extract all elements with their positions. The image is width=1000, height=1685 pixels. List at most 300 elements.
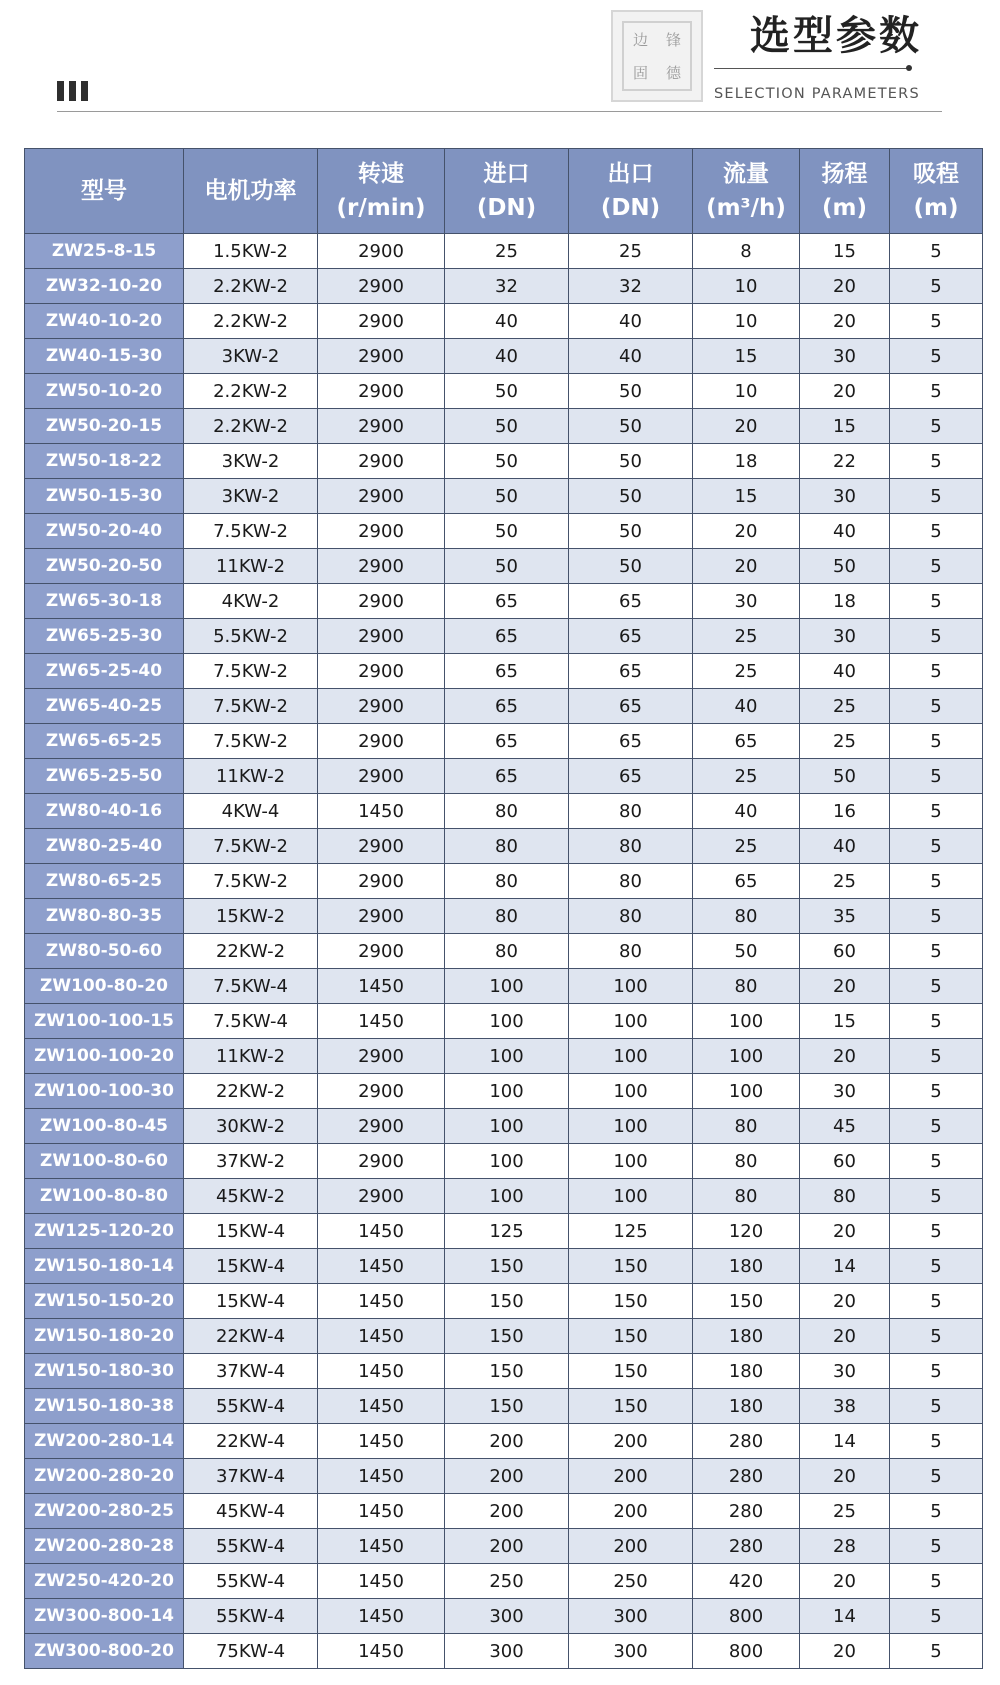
cell-inlet: 150 — [445, 1319, 569, 1354]
cell-model: ZW32-10-20 — [25, 269, 184, 304]
cell-suction: 5 — [890, 549, 983, 584]
cell-suction: 5 — [890, 759, 983, 794]
table-row — [25, 514, 983, 549]
cell-inlet: 150 — [445, 1249, 569, 1284]
cell-speed: 2900 — [318, 689, 445, 724]
cell-speed: 1450 — [318, 1284, 445, 1319]
cell-outlet: 50 — [569, 374, 693, 409]
cell-speed: 1450 — [318, 794, 445, 829]
cell-model: ZW50-20-15 — [25, 409, 184, 444]
cell-flow: 40 — [693, 689, 800, 724]
cell-suction: 5 — [890, 1564, 983, 1599]
cell-flow: 25 — [693, 654, 800, 689]
table-row — [25, 1039, 983, 1074]
cell-speed: 2900 — [318, 549, 445, 584]
cell-motor-power: 37KW-4 — [184, 1459, 318, 1494]
column-header-unit: (m³/h) — [706, 195, 786, 221]
cell-suction: 5 — [890, 794, 983, 829]
column-header-label: 进口 — [483, 161, 530, 187]
cell-inlet: 65 — [445, 584, 569, 619]
cell-speed: 2900 — [318, 724, 445, 759]
cell-speed: 2900 — [318, 304, 445, 339]
cell-head: 20 — [800, 1039, 890, 1074]
cell-outlet: 150 — [569, 1249, 693, 1284]
cell-flow: 80 — [693, 1109, 800, 1144]
cell-flow: 8 — [693, 234, 800, 269]
cell-speed: 2900 — [318, 899, 445, 934]
cell-model: ZW100-80-45 — [25, 1109, 184, 1144]
cell-speed: 1450 — [318, 1529, 445, 1564]
cell-inlet: 65 — [445, 759, 569, 794]
table-row — [25, 1529, 983, 1564]
cell-speed: 1450 — [318, 1319, 445, 1354]
cell-model: ZW100-100-30 — [25, 1074, 184, 1109]
cell-outlet: 200 — [569, 1459, 693, 1494]
cell-inlet: 40 — [445, 339, 569, 374]
column-header-label: 流量 — [723, 161, 769, 187]
cell-inlet: 80 — [445, 829, 569, 864]
cell-model: ZW65-30-18 — [25, 584, 184, 619]
table-row — [25, 1004, 983, 1039]
table-row — [25, 1284, 983, 1319]
cell-outlet: 150 — [569, 1389, 693, 1424]
cell-motor-power: 2.2KW-2 — [184, 409, 318, 444]
cell-motor-power: 22KW-4 — [184, 1424, 318, 1459]
table-row — [25, 339, 983, 374]
column-header-label: 型号 — [81, 178, 127, 204]
cell-outlet: 100 — [569, 1004, 693, 1039]
cell-outlet: 80 — [569, 794, 693, 829]
cell-motor-power: 3KW-2 — [184, 479, 318, 514]
cell-speed: 1450 — [318, 969, 445, 1004]
cell-flow: 800 — [693, 1599, 800, 1634]
table-row — [25, 479, 983, 514]
cell-speed: 2900 — [318, 1039, 445, 1074]
cell-motor-power: 45KW-2 — [184, 1179, 318, 1214]
cell-outlet: 50 — [569, 444, 693, 479]
cell-head: 40 — [800, 829, 890, 864]
cell-inlet: 65 — [445, 724, 569, 759]
cell-motor-power: 2.2KW-2 — [184, 269, 318, 304]
cell-motor-power: 30KW-2 — [184, 1109, 318, 1144]
cell-speed: 2900 — [318, 864, 445, 899]
cell-inlet: 100 — [445, 1004, 569, 1039]
cell-model: ZW65-25-50 — [25, 759, 184, 794]
cell-suction: 5 — [890, 1459, 983, 1494]
cell-head: 20 — [800, 269, 890, 304]
cell-model: ZW200-280-25 — [25, 1494, 184, 1529]
cell-outlet: 125 — [569, 1214, 693, 1249]
cell-model: ZW65-40-25 — [25, 689, 184, 724]
page-subtitle: SELECTION PARAMETERS — [714, 86, 920, 102]
cell-suction: 5 — [890, 1634, 983, 1669]
page-title: 选型参数 — [750, 13, 922, 59]
cell-head: 30 — [800, 1074, 890, 1109]
cell-outlet: 50 — [569, 409, 693, 444]
cell-model: ZW65-25-30 — [25, 619, 184, 654]
cell-flow: 30 — [693, 584, 800, 619]
table-row — [25, 1179, 983, 1214]
column-header-unit: (DN) — [476, 195, 537, 221]
column-header-outlet — [569, 149, 693, 234]
cell-motor-power: 15KW-4 — [184, 1249, 318, 1284]
cell-inlet: 200 — [445, 1424, 569, 1459]
cell-speed: 2900 — [318, 584, 445, 619]
cell-flow: 100 — [693, 1039, 800, 1074]
cell-model: ZW50-18-22 — [25, 444, 184, 479]
cell-flow: 100 — [693, 1074, 800, 1109]
cell-flow: 80 — [693, 1144, 800, 1179]
column-header-motor-power — [184, 149, 318, 234]
cell-speed: 2900 — [318, 759, 445, 794]
column-header-label: 转速 — [358, 161, 404, 187]
cell-motor-power: 7.5KW-4 — [184, 1004, 318, 1039]
cell-model: ZW200-280-14 — [25, 1424, 184, 1459]
cell-speed: 2900 — [318, 339, 445, 374]
cell-flow: 25 — [693, 619, 800, 654]
cell-inlet: 50 — [445, 409, 569, 444]
cell-head: 40 — [800, 514, 890, 549]
cell-inlet: 100 — [445, 1144, 569, 1179]
cell-flow: 180 — [693, 1389, 800, 1424]
cell-flow: 180 — [693, 1354, 800, 1389]
cell-flow: 40 — [693, 794, 800, 829]
cell-model: ZW300-800-20 — [25, 1634, 184, 1669]
cell-suction: 5 — [890, 1319, 983, 1354]
seal-char: 固 — [632, 64, 648, 82]
cell-motor-power: 45KW-4 — [184, 1494, 318, 1529]
cell-flow: 25 — [693, 829, 800, 864]
cell-suction: 5 — [890, 899, 983, 934]
cell-model: ZW200-280-28 — [25, 1529, 184, 1564]
cell-model: ZW150-180-38 — [25, 1389, 184, 1424]
cell-suction: 5 — [890, 409, 983, 444]
cell-flow: 280 — [693, 1494, 800, 1529]
cell-speed: 2900 — [318, 374, 445, 409]
cell-inlet: 80 — [445, 864, 569, 899]
table-row — [25, 829, 983, 864]
cell-head: 20 — [800, 1319, 890, 1354]
cell-motor-power: 5.5KW-2 — [184, 619, 318, 654]
cell-outlet: 150 — [569, 1319, 693, 1354]
cell-motor-power: 2.2KW-2 — [184, 374, 318, 409]
column-header-suction — [890, 149, 983, 234]
cell-outlet: 65 — [569, 619, 693, 654]
cell-inlet: 50 — [445, 549, 569, 584]
cell-model: ZW40-10-20 — [25, 304, 184, 339]
cell-outlet: 65 — [569, 759, 693, 794]
cell-inlet: 80 — [445, 794, 569, 829]
cell-speed: 2900 — [318, 514, 445, 549]
cell-outlet: 200 — [569, 1424, 693, 1459]
cell-flow: 10 — [693, 304, 800, 339]
cell-suction: 5 — [890, 1039, 983, 1074]
cell-head: 25 — [800, 689, 890, 724]
cell-motor-power: 37KW-4 — [184, 1354, 318, 1389]
cell-speed: 2900 — [318, 619, 445, 654]
cell-head: 20 — [800, 1284, 890, 1319]
table-row — [25, 724, 983, 759]
cell-suction: 5 — [890, 1004, 983, 1039]
cell-model: ZW50-15-30 — [25, 479, 184, 514]
seal-char: 德 — [665, 64, 681, 82]
cell-head: 22 — [800, 444, 890, 479]
cell-outlet: 32 — [569, 269, 693, 304]
cell-motor-power: 22KW-2 — [184, 1074, 318, 1109]
cell-head: 38 — [800, 1389, 890, 1424]
cell-model: ZW125-120-20 — [25, 1214, 184, 1249]
cell-inlet: 65 — [445, 619, 569, 654]
cell-head: 20 — [800, 1564, 890, 1599]
cell-outlet: 65 — [569, 689, 693, 724]
cell-model: ZW150-180-30 — [25, 1354, 184, 1389]
cell-motor-power: 55KW-4 — [184, 1389, 318, 1424]
table-row — [25, 1354, 983, 1389]
cell-outlet: 50 — [569, 514, 693, 549]
cell-inlet: 250 — [445, 1564, 569, 1599]
cell-flow: 15 — [693, 479, 800, 514]
seal-char: 边 — [632, 31, 648, 49]
cell-flow: 20 — [693, 514, 800, 549]
cell-speed: 2900 — [318, 1179, 445, 1214]
table-row — [25, 864, 983, 899]
column-header-unit: (m) — [913, 195, 959, 221]
cell-model: ZW300-800-14 — [25, 1599, 184, 1634]
cell-suction: 5 — [890, 339, 983, 374]
cell-flow: 80 — [693, 1179, 800, 1214]
cell-outlet: 100 — [569, 1109, 693, 1144]
cell-suction: 5 — [890, 304, 983, 339]
table-row — [25, 794, 983, 829]
cell-suction: 5 — [890, 654, 983, 689]
cell-model: ZW80-40-16 — [25, 794, 184, 829]
cell-motor-power: 4KW-4 — [184, 794, 318, 829]
cell-speed: 1450 — [318, 1004, 445, 1039]
column-header-label: 扬程 — [821, 161, 868, 187]
cell-inlet: 100 — [445, 969, 569, 1004]
cell-head: 20 — [800, 969, 890, 1004]
table-row — [25, 304, 983, 339]
column-header-unit: (DN) — [600, 195, 661, 221]
column-header-inlet — [445, 149, 569, 234]
cell-suction: 5 — [890, 584, 983, 619]
cell-inlet: 100 — [445, 1039, 569, 1074]
cell-head: 30 — [800, 479, 890, 514]
cell-model: ZW150-150-20 — [25, 1284, 184, 1319]
cell-flow: 150 — [693, 1284, 800, 1319]
cell-inlet: 80 — [445, 934, 569, 969]
cell-suction: 5 — [890, 234, 983, 269]
table-row — [25, 1564, 983, 1599]
table-row — [25, 1634, 983, 1669]
cell-head: 20 — [800, 1459, 890, 1494]
cell-motor-power: 7.5KW-2 — [184, 829, 318, 864]
table-row — [25, 549, 983, 584]
cell-outlet: 150 — [569, 1354, 693, 1389]
cell-outlet: 50 — [569, 479, 693, 514]
cell-outlet: 25 — [569, 234, 693, 269]
cell-speed: 2900 — [318, 1109, 445, 1144]
cell-head: 60 — [800, 1144, 890, 1179]
column-header-flow — [693, 149, 800, 234]
cell-head: 25 — [800, 864, 890, 899]
cell-outlet: 300 — [569, 1599, 693, 1634]
column-header-label: 吸程 — [913, 161, 959, 187]
table-row — [25, 234, 983, 269]
column-header-model — [25, 149, 184, 234]
cell-model: ZW65-65-25 — [25, 724, 184, 759]
cell-inlet: 125 — [445, 1214, 569, 1249]
cell-model: ZW80-80-35 — [25, 899, 184, 934]
cell-speed: 2900 — [318, 444, 445, 479]
title-underline — [714, 68, 910, 69]
selection-parameters-table — [24, 148, 983, 1669]
cell-flow: 100 — [693, 1004, 800, 1039]
cell-motor-power: 7.5KW-2 — [184, 654, 318, 689]
cell-motor-power: 15KW-2 — [184, 899, 318, 934]
cell-flow: 15 — [693, 339, 800, 374]
cell-head: 15 — [800, 409, 890, 444]
cell-inlet: 150 — [445, 1389, 569, 1424]
table-row — [25, 689, 983, 724]
cell-motor-power: 7.5KW-2 — [184, 514, 318, 549]
cell-inlet: 200 — [445, 1459, 569, 1494]
cell-suction: 5 — [890, 1529, 983, 1564]
cell-motor-power: 55KW-4 — [184, 1599, 318, 1634]
cell-suction: 5 — [890, 269, 983, 304]
table-row — [25, 1249, 983, 1284]
cell-motor-power: 7.5KW-2 — [184, 864, 318, 899]
cell-outlet: 250 — [569, 1564, 693, 1599]
cell-motor-power: 3KW-2 — [184, 339, 318, 374]
section-marker-bars — [57, 81, 88, 101]
cell-suction: 5 — [890, 1074, 983, 1109]
cell-motor-power: 2.2KW-2 — [184, 304, 318, 339]
cell-flow: 65 — [693, 724, 800, 759]
cell-motor-power: 7.5KW-2 — [184, 724, 318, 759]
seal-char: 锋 — [665, 31, 681, 49]
cell-motor-power: 1.5KW-2 — [184, 234, 318, 269]
cell-speed: 1450 — [318, 1494, 445, 1529]
cell-flow: 80 — [693, 969, 800, 1004]
cell-outlet: 100 — [569, 1144, 693, 1179]
brand-seal-logo — [611, 10, 703, 102]
cell-speed: 2900 — [318, 234, 445, 269]
table-row — [25, 1144, 983, 1179]
column-header-label: 电机功率 — [204, 178, 297, 204]
cell-flow: 20 — [693, 549, 800, 584]
cell-model: ZW250-420-20 — [25, 1564, 184, 1599]
cell-model: ZW50-20-40 — [25, 514, 184, 549]
cell-model: ZW150-180-14 — [25, 1249, 184, 1284]
column-header-speed — [318, 149, 445, 234]
cell-suction: 5 — [890, 934, 983, 969]
cell-head: 45 — [800, 1109, 890, 1144]
cell-flow: 25 — [693, 759, 800, 794]
cell-suction: 5 — [890, 969, 983, 1004]
cell-head: 15 — [800, 234, 890, 269]
table-row — [25, 1599, 983, 1634]
cell-head: 20 — [800, 304, 890, 339]
cell-speed: 2900 — [318, 654, 445, 689]
cell-head: 20 — [800, 1634, 890, 1669]
cell-flow: 10 — [693, 374, 800, 409]
cell-head: 25 — [800, 724, 890, 759]
table-row — [25, 1459, 983, 1494]
cell-speed: 1450 — [318, 1634, 445, 1669]
cell-speed: 1450 — [318, 1249, 445, 1284]
cell-speed: 2900 — [318, 409, 445, 444]
cell-inlet: 300 — [445, 1599, 569, 1634]
cell-flow: 180 — [693, 1319, 800, 1354]
cell-inlet: 50 — [445, 479, 569, 514]
cell-speed: 2900 — [318, 934, 445, 969]
cell-inlet: 100 — [445, 1074, 569, 1109]
cell-head: 14 — [800, 1249, 890, 1284]
cell-head: 28 — [800, 1529, 890, 1564]
cell-head: 15 — [800, 1004, 890, 1039]
cell-outlet: 65 — [569, 584, 693, 619]
cell-suction: 5 — [890, 1214, 983, 1249]
cell-model: ZW100-80-80 — [25, 1179, 184, 1214]
cell-inlet: 300 — [445, 1634, 569, 1669]
cell-motor-power: 37KW-2 — [184, 1144, 318, 1179]
cell-head: 50 — [800, 549, 890, 584]
cell-motor-power: 55KW-4 — [184, 1529, 318, 1564]
table-row — [25, 374, 983, 409]
header-divider — [57, 111, 942, 112]
cell-flow: 65 — [693, 864, 800, 899]
cell-suction: 5 — [890, 1354, 983, 1389]
cell-model: ZW100-80-60 — [25, 1144, 184, 1179]
cell-model: ZW150-180-20 — [25, 1319, 184, 1354]
cell-flow: 800 — [693, 1634, 800, 1669]
table-body — [25, 234, 983, 1669]
cell-motor-power: 15KW-4 — [184, 1214, 318, 1249]
cell-speed: 1450 — [318, 1424, 445, 1459]
cell-inlet: 200 — [445, 1529, 569, 1564]
cell-motor-power: 3KW-2 — [184, 444, 318, 479]
cell-model: ZW100-100-20 — [25, 1039, 184, 1074]
cell-suction: 5 — [890, 1179, 983, 1214]
cell-suction: 5 — [890, 479, 983, 514]
cell-suction: 5 — [890, 724, 983, 759]
cell-head: 18 — [800, 584, 890, 619]
cell-model: ZW80-65-25 — [25, 864, 184, 899]
cell-speed: 1450 — [318, 1459, 445, 1494]
cell-flow: 10 — [693, 269, 800, 304]
cell-outlet: 100 — [569, 969, 693, 1004]
column-header-label: 出口 — [607, 161, 654, 187]
cell-model: ZW200-280-20 — [25, 1459, 184, 1494]
table-row — [25, 1494, 983, 1529]
cell-speed: 2900 — [318, 1074, 445, 1109]
cell-flow: 20 — [693, 409, 800, 444]
cell-head: 20 — [800, 374, 890, 409]
cell-outlet: 300 — [569, 1634, 693, 1669]
cell-suction: 5 — [890, 829, 983, 864]
cell-suction: 5 — [890, 689, 983, 724]
cell-head: 60 — [800, 934, 890, 969]
cell-inlet: 65 — [445, 654, 569, 689]
cell-inlet: 200 — [445, 1494, 569, 1529]
cell-speed: 1450 — [318, 1354, 445, 1389]
cell-motor-power: 55KW-4 — [184, 1564, 318, 1599]
cell-inlet: 100 — [445, 1179, 569, 1214]
cell-outlet: 80 — [569, 864, 693, 899]
table-header-row — [25, 149, 983, 234]
cell-suction: 5 — [890, 1144, 983, 1179]
